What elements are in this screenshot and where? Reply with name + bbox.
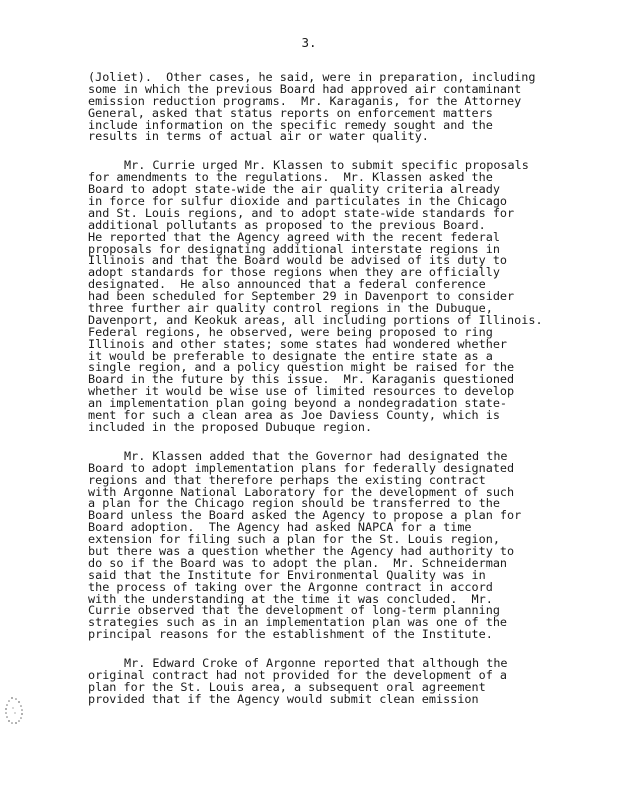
paragraph <box>88 448 548 642</box>
scan-speckle-mark <box>4 696 26 726</box>
text-line: in force for sulfur dioxide and particulates in the Chicago <box>88 194 508 209</box>
text-line: do so if the Board was to adopt the plan. Mr. Schneiderman <box>88 555 508 570</box>
text-line: Mr. Currie urged Mr. Klassen to submit specific proposals <box>124 158 529 173</box>
text-line: had been scheduled for September 29 in Davenport to consider <box>88 289 515 304</box>
text-line: with the understanding at the time it was concluded. Mr. <box>88 591 493 606</box>
text-line: emission reduction programs. Mr. Karaganis, for the Attorney <box>88 93 522 108</box>
text-line: regions and that therefore perhaps the existing contract <box>88 472 486 487</box>
text-line: Currie observed that the development of long-term planning <box>88 603 500 618</box>
text-line: Davenport, and Keokuk areas, all including portions of Illinois. <box>88 312 543 327</box>
paragraph <box>88 72 548 143</box>
text-line: designated. He also announced that a federal conference <box>88 277 486 292</box>
body-text <box>88 72 548 723</box>
text-line: and St. Louis regions, and to adopt state-wide standards for <box>88 205 515 220</box>
text-line: plan for the St. Louis area, a subsequent oral agreement <box>88 679 486 694</box>
text-line: Board in the future by this issue. Mr. Karaganis questioned <box>88 372 515 387</box>
text-line: whether it would be wise use of limited resources to develop <box>88 384 515 399</box>
text-line: single region, and a policy question might be raised for the <box>88 360 515 375</box>
text-line: Board unless the Board asked the Agency to propose a plan for <box>88 508 522 523</box>
text-line: Mr. Klassen added that the Governor had designated the <box>124 448 508 463</box>
text-line: three further air quality control regions in the Dubuque, <box>88 301 493 316</box>
text-line: He reported that the Agency agreed with the recent federal <box>88 229 500 244</box>
text-line: (Joliet). Other cases, he said, were in preparation, including <box>88 70 536 84</box>
text-line: Board adoption. The Agency had asked NAPCA for a time <box>88 520 472 535</box>
text-line: Board to adopt state-wide the air quality criteria already <box>88 182 500 197</box>
text-line: Board to adopt implementation plans for federally designated <box>88 460 515 475</box>
text-line: an implementation plan going beyond a nondegradation state- <box>88 396 508 411</box>
text-line: the process of taking over the Argonne contract in accord <box>88 579 493 594</box>
text-line: some in which the previous Board had approved air contaminant <box>88 81 522 96</box>
text-line: original contract had not provided for the development of a <box>88 667 508 682</box>
text-line: extension for filing such a plan for the St. Louis region, <box>88 532 500 547</box>
text-line: said that the Institute for Environmental Quality was in <box>88 567 486 582</box>
text-line: a plan for the Chicago region should be transferred to the <box>88 496 500 511</box>
text-line: General, asked that status reports on enforcement matters <box>88 105 493 120</box>
text-line: included in the proposed Dubuque region. <box>88 419 373 434</box>
text-line: Illinois and that the Board would be advised of its duty to <box>88 253 508 268</box>
page-number: 3. <box>301 35 317 50</box>
text-line: with Argonne National Laboratory for the development of such <box>88 484 515 499</box>
text-line: Mr. Edward Croke of Argonne reported that although the <box>124 656 508 671</box>
text-line: ment for such a clean area as Joe Daviess County, which is <box>88 408 500 423</box>
text-line: provided that if the Agency would submit clean emission <box>88 691 479 706</box>
text-line: Federal regions, he observed, were being proposed to ring <box>88 324 493 339</box>
text-line: proposals for designating additional interstate regions in <box>88 241 500 256</box>
text-line: but there was a question whether the Agency had authority to <box>88 543 515 558</box>
text-line: include information on the specific remedy sought and the <box>88 117 493 132</box>
text-line: results in terms of actual air or water quality. <box>88 129 429 144</box>
text-line: adopt standards for those regions when they are officially <box>88 265 500 280</box>
text-line: Illinois and other states; some states had wondered whether <box>88 336 508 351</box>
paragraph <box>88 160 548 433</box>
text-line: principal reasons for the establishment of the Institute. <box>88 627 493 642</box>
paragraph <box>88 658 548 706</box>
text-line: it would be preferable to designate the entire state as a <box>88 348 493 363</box>
text-line: strategies such as in an implementation plan was one of the <box>88 615 508 630</box>
text-line: for amendments to the regulations. Mr. Klassen asked the <box>88 170 493 185</box>
text-line: additional pollutants as proposed to the previous Board. <box>88 217 486 232</box>
